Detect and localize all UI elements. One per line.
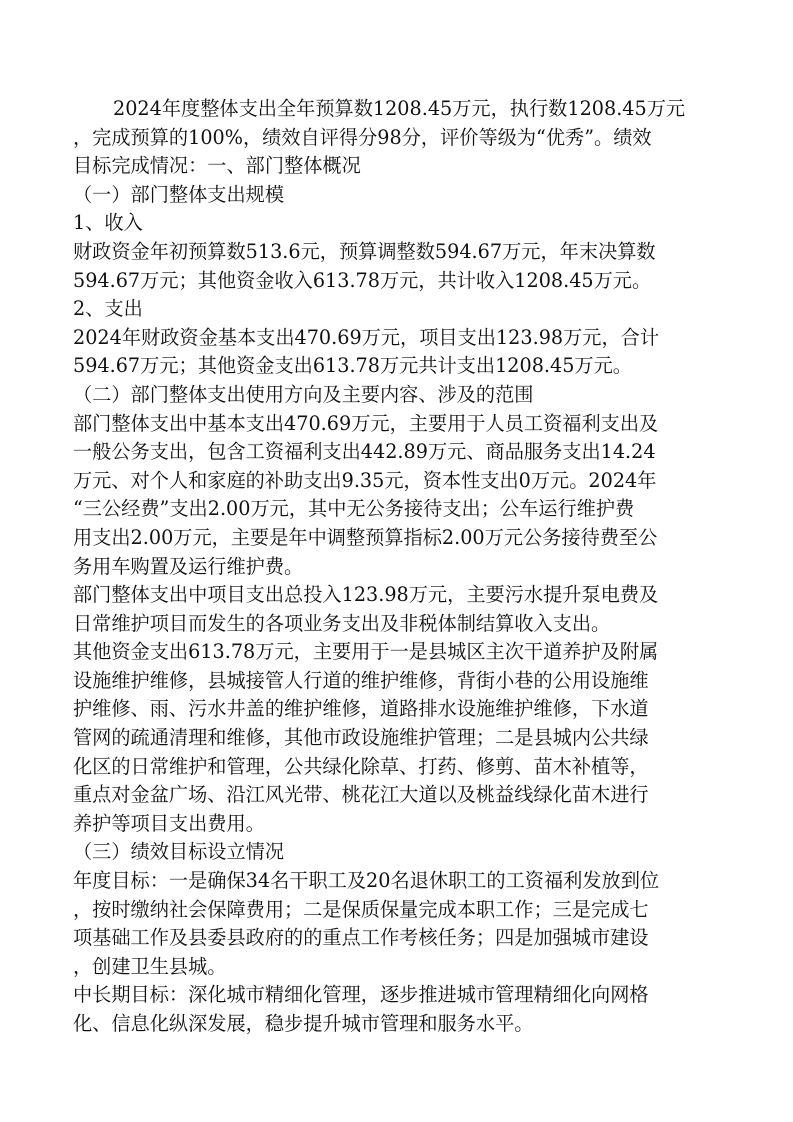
section-heading-1: （一）部门整体支出规模 xyxy=(73,182,285,206)
subheading-income: 1、收入 xyxy=(73,211,143,235)
text-line-29: ，按时缴纳社会保障费用；二是保质保量完成本职工作；三是完成七 xyxy=(73,897,649,921)
text-line-26: 养护等项目支出费用。 xyxy=(73,811,265,835)
text-line-19: 日常维护项目而发生的各项业务支出及非税体制结算收入支出。 xyxy=(73,611,611,635)
text-line-16: 用支出2.00万元，主要是年中调整预算指标2.00万元公务接待费至公 xyxy=(73,525,658,549)
section-heading-2: （二）部门整体支出使用方向及主要内容、涉及的范围 xyxy=(73,382,534,406)
text-line-20: 其他资金支出613.78万元，主要用于一是县城区主次干道养护及附属 xyxy=(73,640,659,664)
text-line-25: 重点对金盆广场、沿江风光带、桃花江大道以及桃益线绿化苗木进行 xyxy=(73,783,649,807)
text-line-21: 设施维护维修，县城接管人行道的维护维修，背街小巷的公用设施维 xyxy=(73,668,649,692)
text-line-23: 管网的疏通清理和维修，其他市政设施维护管理；二是县城内公共绿 xyxy=(73,726,649,750)
text-line-31: ，创建卫生县城。 xyxy=(73,954,227,978)
text-line-22: 护维修、雨、污水井盖的维护维修，道路排水设施维护维修，下水道 xyxy=(73,697,649,721)
text-line-17: 务用车购置及运行维护费。 xyxy=(73,554,304,578)
text-line-33: 化、信息化纵深发展，稳步提升城市管理和服务水平。 xyxy=(73,1012,534,1035)
text-line-30: 项基础工作及县委县政府的的重点工作考核任务；四是加强城市建设 xyxy=(73,926,649,950)
subheading-expenditure: 2、支出 xyxy=(73,297,143,321)
text-line-10: 594.67万元；其他资金支出613.78万元共计支出1208.45万元。 xyxy=(73,354,632,378)
text-line-12: 部门整体支出中基本支出470.69万元，主要用于人员工资福利支出及 xyxy=(73,411,659,435)
text-line-7: 594.67万元；其他资金收入613.78万元，共计收入1208.45万元。 xyxy=(73,268,652,292)
text-line-6: 财政资金年初预算数513.6元，预算调整数594.67万元，年末决算数 xyxy=(73,239,656,263)
document-body xyxy=(73,95,723,1039)
text-line-24: 化区的日常维护和管理，公共绿化除草、打药、修剪、苗木补植等， xyxy=(73,754,649,778)
section-heading-3: （三）绩效目标设立情况 xyxy=(73,840,285,864)
text-line-18: 部门整体支出中项目支出总投入123.98万元，主要污水提升泵电费及 xyxy=(73,583,659,607)
text-line-9: 2024年财政资金基本支出470.69万元，项目支出123.98万元，合计 xyxy=(73,325,660,349)
text-line-15: “三公经费”支出2.00万元，其中无公务接待支出；公车运行维护费 xyxy=(73,497,635,521)
text-line-28: 年度目标：一是确保34名干职工及20名退休职工的工资福利发放到位 xyxy=(73,869,660,893)
text-line-32: 中长期目标：深化城市精细化管理，逐步推进城市管理精细化向网格 xyxy=(73,983,649,1007)
text-line-14: 万元、对个人和家庭的补助支出9.35元，资本性支出0万元。2024年 xyxy=(73,468,657,492)
text-line-13: 一般公务支出，包含工资福利支出442.89万元、商品服务支出14.24 xyxy=(73,440,656,464)
text-line-3: 目标完成情况：一、部门整体概况 xyxy=(73,154,361,178)
text-line-2: ，完成预算的100%，绩效自评得分98分，评价等级为“优秀”。绩效 xyxy=(73,125,652,149)
text-line-1: 2024年度整体支出全年预算数1208.45万元，执行数1208.45万元 xyxy=(113,97,686,120)
